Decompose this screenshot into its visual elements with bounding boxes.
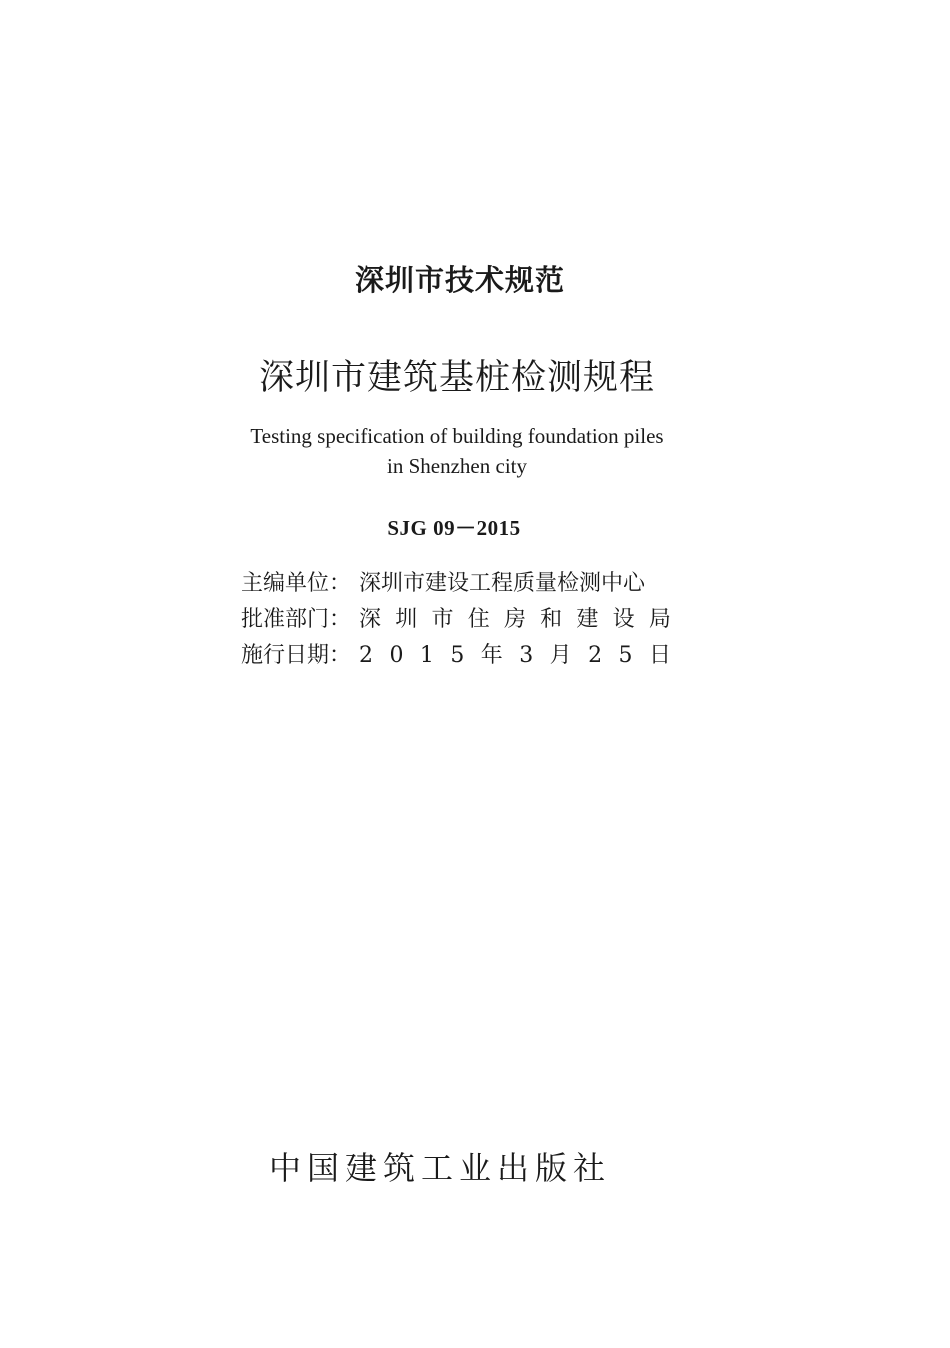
date-char: 0 xyxy=(389,643,404,668)
approver-row xyxy=(241,602,671,638)
document-info-block xyxy=(241,566,671,674)
approver-char: 深 xyxy=(359,607,382,632)
editor-value: 深圳市建设工程质量检测中心 xyxy=(359,571,646,596)
editor-label: 主编单位： xyxy=(241,571,352,596)
approver-char: 房 xyxy=(503,607,526,632)
approver-char: 设 xyxy=(612,607,635,632)
date-row xyxy=(241,638,671,674)
standard-code: SJG 09－2015 xyxy=(387,516,521,540)
date-char: 2 xyxy=(359,643,373,668)
date-char: 3 xyxy=(519,643,534,668)
date-char: 日 xyxy=(648,643,671,668)
approver-char: 建 xyxy=(576,607,599,632)
approver-char: 市 xyxy=(431,607,454,632)
date-label: 施行日期： xyxy=(241,643,352,668)
date-char: 2 xyxy=(588,643,603,668)
document-title-english xyxy=(0,421,914,481)
approver-char: 局 xyxy=(648,607,671,632)
publisher-name: 中国建筑工业出版社 xyxy=(268,1149,611,1187)
approver-char: 圳 xyxy=(395,607,418,632)
date-char: 1 xyxy=(419,643,434,668)
date-char: 年 xyxy=(480,643,503,668)
approver-label: 批准部门： xyxy=(241,607,352,632)
approver-char: 和 xyxy=(540,607,563,632)
date-char: 5 xyxy=(618,643,633,668)
date-char: 月 xyxy=(549,643,572,668)
date-char: 5 xyxy=(450,643,465,668)
editor-row xyxy=(241,566,671,602)
date-value xyxy=(359,638,671,674)
title-en-line-1: Testing specification of building foundation piles xyxy=(250,424,664,448)
document-title-chinese: 深圳市建筑基桩检测规程 xyxy=(258,358,655,398)
series-title: 深圳市技术规范 xyxy=(354,263,565,297)
title-en-line-2: in Shenzhen city xyxy=(387,454,527,478)
approver-char: 住 xyxy=(467,607,490,632)
approver-value xyxy=(359,602,671,638)
